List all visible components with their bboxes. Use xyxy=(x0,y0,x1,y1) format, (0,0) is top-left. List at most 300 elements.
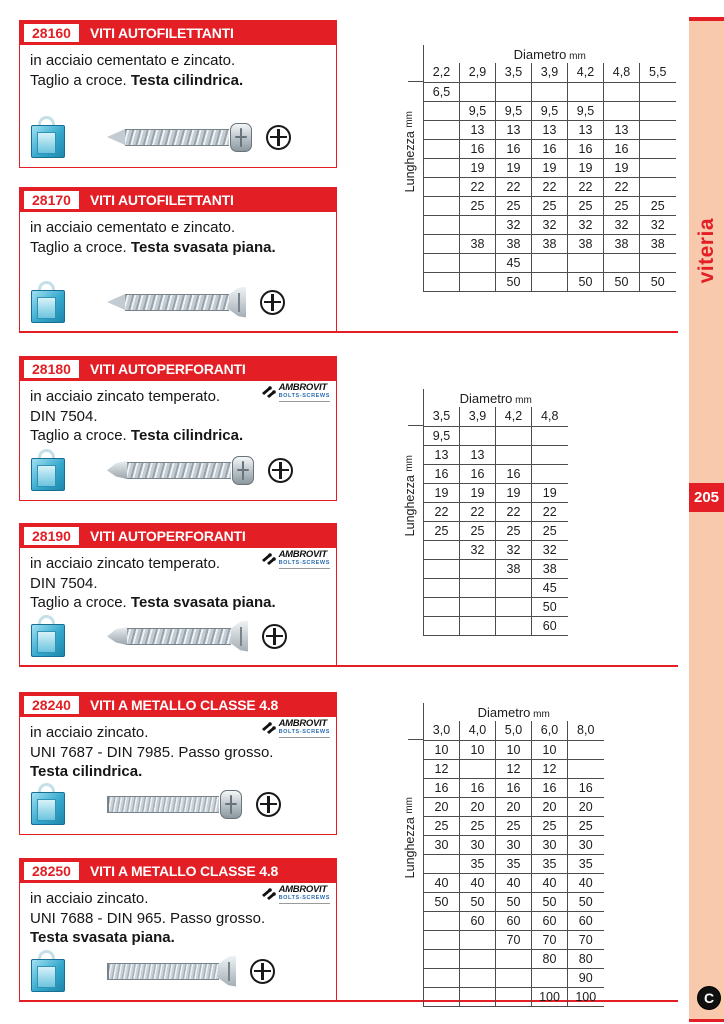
product-media xyxy=(31,449,328,491)
length-cell: 13 xyxy=(604,120,640,139)
length-cell: 38 xyxy=(460,234,496,253)
length-cell xyxy=(424,911,460,930)
length-cell: 80 xyxy=(568,949,604,968)
length-cell: 13 xyxy=(460,120,496,139)
screw-head-cylindrical xyxy=(232,456,254,485)
length-cell xyxy=(532,445,568,464)
table-row xyxy=(424,139,676,158)
length-cell xyxy=(460,559,496,578)
length-cell xyxy=(640,82,676,101)
length-cell: 30 xyxy=(424,835,460,854)
product-code: 28190 xyxy=(24,527,79,545)
length-cell: 25 xyxy=(424,521,460,540)
description-line: Taglio a croce. Testa cilindrica. xyxy=(30,71,244,89)
length-cell: 32 xyxy=(568,215,604,234)
description-line: UNI 7687 - DIN 7985. Passo grosso. xyxy=(30,743,274,761)
diameter-col-header: 2,2 xyxy=(424,63,460,82)
length-cell: 30 xyxy=(568,835,604,854)
product-media xyxy=(31,281,328,323)
length-cell: 6,5 xyxy=(424,82,460,101)
length-cell: 25 xyxy=(532,816,568,835)
length-cell xyxy=(460,930,496,949)
phillips-drive-icon xyxy=(268,458,293,483)
brand-name: AMBROVIT xyxy=(278,549,327,560)
length-cell: 32 xyxy=(496,540,532,559)
length-cell xyxy=(496,426,532,445)
length-cell: 35 xyxy=(460,854,496,873)
table-row xyxy=(424,253,676,272)
length-cell xyxy=(424,253,460,272)
table-row xyxy=(424,82,676,101)
table-row xyxy=(424,835,604,854)
length-cell: 22 xyxy=(568,177,604,196)
length-cell: 50 xyxy=(532,597,568,616)
length-cell xyxy=(496,616,532,635)
table-row xyxy=(424,215,676,234)
product-title: VITI AUTOFILETTANTI xyxy=(89,192,234,208)
length-cell: 16 xyxy=(604,139,640,158)
diameter-col-header: 6,0 xyxy=(532,721,568,740)
diameter-col-header: 3,5 xyxy=(424,407,460,426)
length-cell: 40 xyxy=(424,873,460,892)
length-cell xyxy=(532,968,568,987)
brand-tagline-rule xyxy=(279,903,330,904)
brand-name: AMBROVIT xyxy=(278,884,327,895)
length-cell: 20 xyxy=(424,797,460,816)
table-row xyxy=(424,778,604,797)
length-cell: 19 xyxy=(496,483,532,502)
product-media xyxy=(31,783,328,825)
axis-tick xyxy=(408,425,423,426)
ambrovit-logo xyxy=(261,550,330,569)
retail-box-icon xyxy=(31,116,65,158)
table-row xyxy=(424,234,676,253)
length-cell: 19 xyxy=(424,483,460,502)
product-media xyxy=(31,615,328,657)
diameter-col-header: 4,8 xyxy=(532,407,568,426)
length-cell: 45 xyxy=(532,578,568,597)
product-section-28250 xyxy=(19,858,337,1002)
table-row xyxy=(424,968,604,987)
length-cell: 9,5 xyxy=(424,426,460,445)
screw-point xyxy=(107,294,125,310)
length-cell xyxy=(460,272,496,291)
product-title: VITI A METALLO CLASSE 4.8 xyxy=(89,697,279,713)
publisher-logo: C xyxy=(697,986,721,1010)
diameter-col-header: 5,0 xyxy=(496,721,532,740)
length-cell: 20 xyxy=(568,797,604,816)
length-cell xyxy=(460,949,496,968)
table-row xyxy=(424,196,676,215)
product-description xyxy=(20,45,336,90)
screws-glyph-icon xyxy=(261,552,276,565)
description-line: in acciaio zincato. xyxy=(30,724,149,741)
length-cell xyxy=(424,139,460,158)
length-cell: 10 xyxy=(460,740,496,759)
size-table-block-3 xyxy=(403,703,604,1007)
length-cell xyxy=(424,616,460,635)
length-cell: 13 xyxy=(460,445,496,464)
length-cell: 9,5 xyxy=(496,101,532,120)
size-table-2 xyxy=(423,389,568,636)
length-cell: 35 xyxy=(532,854,568,873)
length-cell: 32 xyxy=(532,540,568,559)
length-cell xyxy=(604,82,640,101)
table-row xyxy=(424,854,604,873)
length-cell: 16 xyxy=(424,778,460,797)
phillips-drive-icon xyxy=(256,792,281,817)
phillips-drive-icon xyxy=(266,125,291,150)
product-section-28170 xyxy=(19,187,337,333)
length-cell: 10 xyxy=(424,740,460,759)
description-line: Testa svasata piana. xyxy=(30,929,175,946)
length-cell xyxy=(460,578,496,597)
retail-box-icon xyxy=(31,950,65,992)
length-cell xyxy=(424,196,460,215)
length-cell: 60 xyxy=(532,911,568,930)
screw-head-countersunk xyxy=(219,956,236,987)
screw-image-countersunk-selfdrilling xyxy=(107,621,248,652)
table-row xyxy=(424,177,676,196)
length-cell xyxy=(604,101,640,120)
length-cell xyxy=(460,759,496,778)
size-table-3 xyxy=(423,703,604,1007)
table-row xyxy=(424,540,568,559)
screw-image-countersunk-tapping xyxy=(107,287,246,318)
product-media xyxy=(31,950,328,992)
brand-name: AMBROVIT xyxy=(278,718,327,729)
length-cell xyxy=(568,82,604,101)
length-cell: 80 xyxy=(532,949,568,968)
length-cell xyxy=(424,987,460,1006)
length-cell: 32 xyxy=(640,215,676,234)
length-cell: 38 xyxy=(568,234,604,253)
product-code: 28240 xyxy=(24,696,79,714)
length-axis-label: Lunghezza mm xyxy=(403,110,417,192)
screws-glyph-icon xyxy=(261,385,276,398)
length-cell xyxy=(424,540,460,559)
brand-tagline-rule xyxy=(279,568,330,569)
screw-image-countersunk-machine xyxy=(107,956,236,987)
length-cell xyxy=(532,253,568,272)
length-cell: 30 xyxy=(496,835,532,854)
description-line: UNI 7688 - DIN 965. Passo grosso. xyxy=(30,909,266,927)
length-cell xyxy=(496,597,532,616)
screw-point xyxy=(107,129,125,145)
table-row xyxy=(424,987,604,1006)
screw-image-pan-head-machine xyxy=(107,790,242,819)
section-header xyxy=(20,859,336,883)
length-cell xyxy=(460,426,496,445)
sidebar-bottom-rule xyxy=(689,1019,724,1022)
length-cell xyxy=(424,101,460,120)
table-row xyxy=(424,597,568,616)
length-cell: 90 xyxy=(568,968,604,987)
length-cell: 16 xyxy=(496,778,532,797)
length-cell xyxy=(604,253,640,272)
length-cell: 25 xyxy=(532,196,568,215)
product-section-28160 xyxy=(19,20,337,168)
length-cell: 50 xyxy=(640,272,676,291)
length-cell: 25 xyxy=(496,196,532,215)
table-row xyxy=(424,873,604,892)
screw-head-countersunk xyxy=(229,287,246,318)
product-section-28190 xyxy=(19,523,337,667)
length-cell xyxy=(640,120,676,139)
length-cell: 70 xyxy=(496,930,532,949)
section-header xyxy=(20,21,336,45)
length-cell: 22 xyxy=(496,177,532,196)
length-cell: 35 xyxy=(568,854,604,873)
length-cell xyxy=(640,253,676,272)
length-cell xyxy=(424,968,460,987)
length-cell xyxy=(424,215,460,234)
table-row xyxy=(424,120,676,139)
table-row xyxy=(424,930,604,949)
table-row xyxy=(424,892,604,911)
sidebar-band xyxy=(689,21,724,1021)
diameter-col-header: 4,2 xyxy=(568,63,604,82)
retail-box-icon xyxy=(31,281,65,323)
length-cell: 50 xyxy=(568,892,604,911)
section-header xyxy=(20,188,336,212)
table-row xyxy=(424,797,604,816)
length-cell: 38 xyxy=(496,234,532,253)
description-line: Taglio a croce. Testa svasata piana. xyxy=(30,594,276,611)
length-cell: 20 xyxy=(532,797,568,816)
length-cell: 50 xyxy=(424,892,460,911)
length-cell: 9,5 xyxy=(460,101,496,120)
length-cell: 60 xyxy=(460,911,496,930)
retail-box-icon xyxy=(31,615,65,657)
sidebar-category-label: viteria xyxy=(695,218,718,284)
length-cell: 38 xyxy=(604,234,640,253)
table-row xyxy=(424,426,568,445)
screws-glyph-icon xyxy=(261,721,276,734)
length-cell: 38 xyxy=(532,559,568,578)
section-header xyxy=(20,357,336,381)
brand-subtitle: BOLTS-SCREWS xyxy=(278,728,330,735)
length-cell: 9,5 xyxy=(532,101,568,120)
length-cell: 16 xyxy=(424,464,460,483)
ambrovit-logo xyxy=(261,719,330,738)
length-cell: 35 xyxy=(496,854,532,873)
length-cell: 50 xyxy=(604,272,640,291)
screw-thread xyxy=(107,963,219,980)
length-cell: 25 xyxy=(568,196,604,215)
screw-thread xyxy=(127,462,231,479)
length-cell: 19 xyxy=(532,483,568,502)
table-row xyxy=(424,158,676,177)
screw-thread xyxy=(125,294,229,311)
length-cell xyxy=(460,82,496,101)
length-cell: 45 xyxy=(496,253,532,272)
length-cell: 13 xyxy=(568,120,604,139)
page-number-badge: 205 xyxy=(689,483,724,512)
length-cell: 9,5 xyxy=(568,101,604,120)
length-cell xyxy=(460,215,496,234)
length-cell: 60 xyxy=(532,616,568,635)
length-cell: 40 xyxy=(460,873,496,892)
length-cell: 25 xyxy=(568,816,604,835)
length-cell: 25 xyxy=(460,196,496,215)
diameter-col-header: 8,0 xyxy=(568,721,604,740)
length-cell: 12 xyxy=(424,759,460,778)
length-cell: 19 xyxy=(496,158,532,177)
length-axis-label: Lunghezza mm xyxy=(403,454,417,536)
length-cell: 12 xyxy=(496,759,532,778)
length-cell: 22 xyxy=(424,502,460,521)
product-code: 28250 xyxy=(24,862,79,880)
length-cell: 40 xyxy=(496,873,532,892)
length-cell: 16 xyxy=(568,778,604,797)
length-cell: 13 xyxy=(496,120,532,139)
table-row xyxy=(424,483,568,502)
size-table-1 xyxy=(423,45,676,292)
red-separator xyxy=(19,331,678,333)
size-table-block-1 xyxy=(403,45,676,292)
length-cell: 30 xyxy=(532,835,568,854)
brand-subtitle: BOLTS-SCREWS xyxy=(278,559,330,566)
description-line: DIN 7504. xyxy=(30,407,98,425)
description-line: Taglio a croce. Testa cilindrica. xyxy=(30,427,244,444)
length-cell: 60 xyxy=(568,911,604,930)
length-cell xyxy=(532,272,568,291)
table-row xyxy=(424,445,568,464)
retail-box-icon xyxy=(31,783,65,825)
length-cell xyxy=(460,616,496,635)
length-cell xyxy=(424,272,460,291)
length-cell xyxy=(640,158,676,177)
red-separator xyxy=(19,665,678,667)
length-cell xyxy=(424,930,460,949)
length-cell: 25 xyxy=(460,816,496,835)
length-cell: 38 xyxy=(532,234,568,253)
size-table-block-2 xyxy=(403,389,568,636)
product-title: VITI AUTOFILETTANTI xyxy=(89,25,234,41)
drill-point xyxy=(107,461,127,479)
length-cell xyxy=(496,949,532,968)
diameter-col-header: 2,9 xyxy=(460,63,496,82)
description-line: DIN 7504. xyxy=(30,574,98,592)
diameter-col-header: 3,5 xyxy=(496,63,532,82)
length-cell xyxy=(532,426,568,445)
table-row xyxy=(424,464,568,483)
description-line: Taglio a croce. Testa svasata piana. xyxy=(30,238,276,256)
product-title: VITI A METALLO CLASSE 4.8 xyxy=(89,863,279,879)
brand-subtitle: BOLTS-SCREWS xyxy=(278,392,330,399)
product-code: 28170 xyxy=(24,191,79,209)
screw-thread xyxy=(127,628,231,645)
drill-point xyxy=(107,627,127,645)
length-cell: 25 xyxy=(496,816,532,835)
length-cell: 22 xyxy=(460,177,496,196)
length-cell: 19 xyxy=(460,158,496,177)
length-cell: 22 xyxy=(496,502,532,521)
length-cell xyxy=(460,597,496,616)
section-header xyxy=(20,693,336,717)
brand-subtitle: BOLTS-SCREWS xyxy=(278,894,330,901)
diameter-col-header: 3,9 xyxy=(460,407,496,426)
length-cell: 50 xyxy=(460,892,496,911)
length-cell: 10 xyxy=(496,740,532,759)
length-cell: 22 xyxy=(460,502,496,521)
product-section-28240 xyxy=(19,692,337,835)
length-cell: 16 xyxy=(460,139,496,158)
length-cell: 19 xyxy=(568,158,604,177)
length-cell: 13 xyxy=(532,120,568,139)
diameter-col-header: 4,0 xyxy=(460,721,496,740)
length-cell xyxy=(496,445,532,464)
length-cell xyxy=(424,578,460,597)
length-cell: 50 xyxy=(568,272,604,291)
length-cell xyxy=(424,120,460,139)
length-cell xyxy=(424,234,460,253)
ambrovit-logo xyxy=(261,383,330,402)
diameter-axis-label: Diametro mm xyxy=(424,45,676,63)
length-cell: 38 xyxy=(496,559,532,578)
diameter-axis-label: Diametro mm xyxy=(424,703,604,721)
product-section-28180 xyxy=(19,356,337,501)
axis-tick xyxy=(408,739,423,740)
retail-box-icon xyxy=(31,449,65,491)
length-cell: 16 xyxy=(532,139,568,158)
description-line: in acciaio zincato. xyxy=(30,890,149,907)
brand-tagline-rule xyxy=(279,737,330,738)
brand-tagline-rule xyxy=(279,401,330,402)
diameter-col-header: 4,8 xyxy=(604,63,640,82)
length-cell: 32 xyxy=(496,215,532,234)
length-cell xyxy=(424,597,460,616)
length-cell xyxy=(460,968,496,987)
length-axis-label: Lunghezza mm xyxy=(403,797,417,879)
product-media xyxy=(31,116,328,158)
length-cell xyxy=(640,101,676,120)
length-cell: 70 xyxy=(568,930,604,949)
product-description xyxy=(20,212,336,257)
diameter-col-header: 5,5 xyxy=(640,63,676,82)
length-cell: 16 xyxy=(532,778,568,797)
table-row xyxy=(424,740,604,759)
length-cell xyxy=(496,82,532,101)
ambrovit-logo xyxy=(261,885,330,904)
table-row xyxy=(424,502,568,521)
length-cell xyxy=(568,253,604,272)
table-row xyxy=(424,101,676,120)
phillips-drive-icon xyxy=(262,624,287,649)
product-title: VITI AUTOPERFORANTI xyxy=(89,361,246,377)
length-cell: 25 xyxy=(496,521,532,540)
length-cell: 19 xyxy=(532,158,568,177)
screw-thread xyxy=(125,129,229,146)
description-line: Testa cilindrica. xyxy=(30,763,143,780)
length-cell: 50 xyxy=(532,892,568,911)
length-cell: 50 xyxy=(496,272,532,291)
table-row xyxy=(424,559,568,578)
screw-head-cylindrical xyxy=(230,123,252,152)
screws-glyph-icon xyxy=(261,887,276,900)
length-cell: 22 xyxy=(532,177,568,196)
length-cell: 25 xyxy=(532,521,568,540)
table-row xyxy=(424,521,568,540)
length-cell: 40 xyxy=(532,873,568,892)
length-cell xyxy=(568,740,604,759)
length-cell: 19 xyxy=(604,158,640,177)
table-row xyxy=(424,911,604,930)
length-cell: 25 xyxy=(604,196,640,215)
length-cell: 38 xyxy=(640,234,676,253)
length-cell xyxy=(460,987,496,1006)
